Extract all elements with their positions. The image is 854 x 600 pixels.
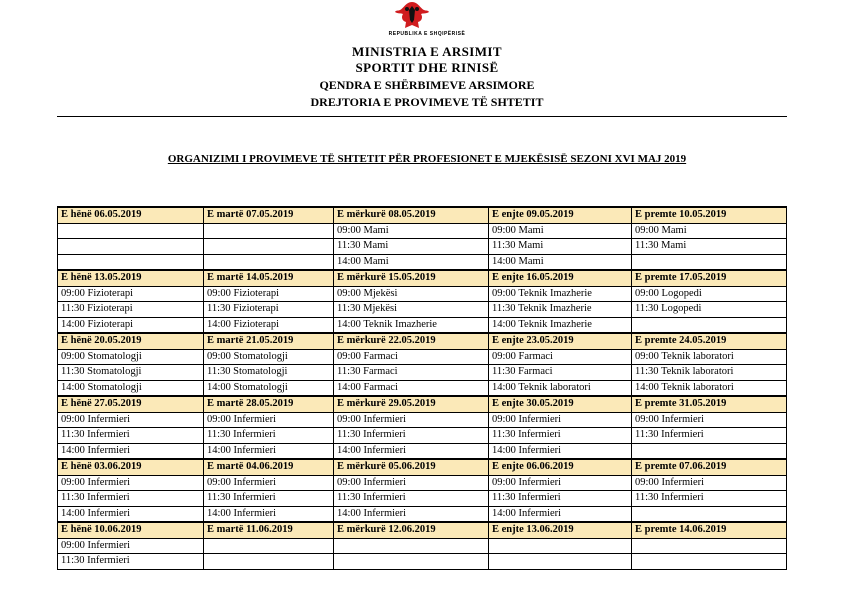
exam-slot-cell: 11:30 Infermieri (204, 491, 334, 507)
day-header-cell: E martë 11.06.2019 (204, 522, 334, 538)
letterhead (0, 0, 854, 120)
exam-slot-cell: 11:30 Teknik Imazherie (489, 302, 632, 318)
exam-slot-cell: 09:00 Teknik laboratori (632, 349, 787, 365)
directorate-name: DREJTORIA E PROVIMEVE TË SHTETIT (310, 95, 544, 109)
week-header-row (58, 270, 787, 286)
exam-slot-cell: 09:00 Stomatologji (58, 349, 204, 365)
exam-slot-cell (334, 538, 489, 554)
exam-slot-cell: 14:00 Stomatologji (58, 380, 204, 396)
week-header-row (58, 459, 787, 475)
exam-slot-cell: 09:00 Mjekësi (334, 286, 489, 302)
week-header-row (58, 396, 787, 412)
exam-slot-row (58, 286, 787, 302)
day-header-cell: E mërkurë 22.05.2019 (334, 333, 489, 349)
day-header-cell: E martë 28.05.2019 (204, 396, 334, 412)
day-header-cell: E mërkurë 05.06.2019 (334, 459, 489, 475)
exam-slot-cell: 09:00 Infermieri (632, 475, 787, 491)
exam-slot-row (58, 239, 787, 255)
exam-slot-cell (204, 239, 334, 255)
exam-slot-cell (58, 239, 204, 255)
exam-slot-cell: 09:00 Logopedi (632, 286, 787, 302)
day-header-cell: E hënë 27.05.2019 (58, 396, 204, 412)
exam-slot-cell: 09:00 Fizioterapi (204, 286, 334, 302)
exam-slot-cell: 14:00 Infermieri (334, 443, 489, 459)
exam-slot-cell: 09:00 Farmaci (489, 349, 632, 365)
day-header-cell: E enjte 16.05.2019 (489, 270, 632, 286)
exam-slot-row (58, 412, 787, 428)
day-header-cell: E enjte 30.05.2019 (489, 396, 632, 412)
exam-slot-cell (632, 554, 787, 570)
exam-slot-cell: 11:30 Infermieri (334, 491, 489, 507)
day-header-cell: E enjte 13.06.2019 (489, 522, 632, 538)
exam-slot-cell: 14:00 Teknik laboratori (489, 380, 632, 396)
exam-slot-cell: 09:00 Infermieri (632, 412, 787, 428)
exam-slot-cell: 11:30 Infermieri (58, 428, 204, 444)
day-header-cell: E martë 07.05.2019 (204, 207, 334, 223)
exam-slot-cell: 09:00 Infermieri (489, 475, 632, 491)
exam-slot-cell: 11:30 Infermieri (204, 428, 334, 444)
exam-slot-cell: 11:30 Mjekësi (334, 302, 489, 318)
exam-slot-cell: 09:00 Infermieri (58, 538, 204, 554)
day-header-cell: E premte 10.05.2019 (632, 207, 787, 223)
center-name: QENDRA E SHËRBIMEVE ARSIMORE (319, 78, 535, 92)
double-headed-eagle-emblem-icon (392, 0, 432, 30)
exam-slot-cell: 14:00 Infermieri (489, 506, 632, 522)
exam-slot-cell: 14:00 Infermieri (58, 506, 204, 522)
exam-slot-cell: 11:30 Farmaci (489, 365, 632, 381)
exam-slot-cell: 11:30 Farmaci (334, 365, 489, 381)
exam-slot-cell: 11:30 Mami (334, 239, 489, 255)
exam-slot-cell (204, 538, 334, 554)
exam-slot-cell: 09:00 Mami (334, 223, 489, 239)
exam-slot-cell (632, 254, 787, 270)
exam-slot-cell: 11:30 Teknik laboratori (632, 365, 787, 381)
exam-slot-cell: 11:30 Mami (489, 239, 632, 255)
day-header-cell: E mërkurë 15.05.2019 (334, 270, 489, 286)
exam-slot-cell (489, 554, 632, 570)
ministry-line-2: SPORTIT DHE RINISË (355, 60, 499, 75)
day-header-cell: E premte 17.05.2019 (632, 270, 787, 286)
exam-slot-cell: 11:30 Infermieri (489, 428, 632, 444)
republic-label: REPUBLIKA E SHQIPËRISË (388, 31, 466, 37)
exam-slot-row (58, 302, 787, 318)
exam-slot-cell: 09:00 Infermieri (204, 475, 334, 491)
exam-schedule-table (57, 206, 787, 570)
day-header-cell: E martë 14.05.2019 (204, 270, 334, 286)
exam-slot-cell: 14:00 Stomatologji (204, 380, 334, 396)
exam-slot-cell: 11:30 Infermieri (58, 491, 204, 507)
exam-slot-cell: 11:30 Infermieri (632, 428, 787, 444)
exam-slot-cell (204, 223, 334, 239)
exam-slot-cell: 11:30 Infermieri (632, 491, 787, 507)
exam-slot-row (58, 491, 787, 507)
exam-slot-cell (58, 223, 204, 239)
exam-slot-cell: 11:30 Mami (632, 239, 787, 255)
exam-slot-cell: 11:30 Fizioterapi (58, 302, 204, 318)
exam-slot-cell: 14:00 Teknik Imazherie (489, 317, 632, 333)
exam-slot-cell: 09:00 Infermieri (204, 412, 334, 428)
day-header-cell: E premte 14.06.2019 (632, 522, 787, 538)
exam-slot-cell: 11:30 Infermieri (334, 428, 489, 444)
exam-slot-row (58, 443, 787, 459)
exam-slot-cell: 09:00 Infermieri (58, 475, 204, 491)
day-header-cell: E martë 04.06.2019 (204, 459, 334, 475)
header-divider (57, 116, 787, 117)
day-header-cell: E premte 31.05.2019 (632, 396, 787, 412)
exam-slot-cell (489, 538, 632, 554)
exam-slot-cell: 14:00 Teknik laboratori (632, 380, 787, 396)
day-header-cell: E hënë 20.05.2019 (58, 333, 204, 349)
exam-slot-row (58, 428, 787, 444)
day-header-cell: E enjte 06.06.2019 (489, 459, 632, 475)
exam-slot-cell: 09:00 Infermieri (489, 412, 632, 428)
exam-slot-row (58, 365, 787, 381)
exam-slot-cell: 09:00 Infermieri (58, 412, 204, 428)
exam-slot-cell: 14:00 Infermieri (334, 506, 489, 522)
exam-slot-row (58, 380, 787, 396)
exam-slot-cell (632, 506, 787, 522)
exam-slot-row (58, 317, 787, 333)
exam-slot-cell: 09:00 Infermieri (334, 412, 489, 428)
exam-slot-row (58, 254, 787, 270)
exam-slot-cell: 09:00 Teknik Imazherie (489, 286, 632, 302)
day-header-cell: E hënë 03.06.2019 (58, 459, 204, 475)
day-header-cell: E hënë 13.05.2019 (58, 270, 204, 286)
day-header-cell: E mërkurë 08.05.2019 (334, 207, 489, 223)
exam-slot-cell: 09:00 Mami (489, 223, 632, 239)
exam-slot-cell: 11:30 Fizioterapi (204, 302, 334, 318)
exam-slot-cell: 09:00 Farmaci (334, 349, 489, 365)
exam-slot-cell: 09:00 Infermieri (334, 475, 489, 491)
day-header-cell: E premte 07.06.2019 (632, 459, 787, 475)
exam-slot-cell (632, 317, 787, 333)
exam-slot-cell: 11:30 Stomatologji (204, 365, 334, 381)
day-header-cell: E martë 21.05.2019 (204, 333, 334, 349)
exam-slot-cell: 14:00 Infermieri (204, 443, 334, 459)
document-title: ORGANIZIMI I PROVIMEVE TË SHTETIT PËR PROFESIONET E MJEKËSISË SEZONI XVI MAJ 2019 (167, 153, 687, 165)
exam-slot-cell: 11:30 Infermieri (58, 554, 204, 570)
day-header-cell: E enjte 23.05.2019 (489, 333, 632, 349)
exam-slot-row (58, 538, 787, 554)
exam-slot-cell: 14:00 Mami (489, 254, 632, 270)
exam-slot-cell: 11:30 Infermieri (489, 491, 632, 507)
exam-slot-cell: 14:00 Teknik Imazherie (334, 317, 489, 333)
ministry-line-1: MINISTRIA E ARSIMIT (352, 44, 502, 59)
exam-slot-cell: 14:00 Fizioterapi (204, 317, 334, 333)
exam-slot-cell: 09:00 Mami (632, 223, 787, 239)
day-header-cell: E hënë 10.06.2019 (58, 522, 204, 538)
day-header-cell: E premte 24.05.2019 (632, 333, 787, 349)
exam-slot-cell (632, 538, 787, 554)
exam-slot-row (58, 554, 787, 570)
week-header-row (58, 333, 787, 349)
exam-slot-cell: 14:00 Infermieri (489, 443, 632, 459)
exam-slot-row (58, 506, 787, 522)
exam-slot-cell (204, 254, 334, 270)
exam-slot-cell: 11:30 Logopedi (632, 302, 787, 318)
week-header-row (58, 207, 787, 223)
exam-slot-cell: 09:00 Fizioterapi (58, 286, 204, 302)
week-header-row (58, 522, 787, 538)
exam-slot-cell: 14:00 Infermieri (58, 443, 204, 459)
exam-slot-cell: 11:30 Stomatologji (58, 365, 204, 381)
exam-slot-cell: 14:00 Farmaci (334, 380, 489, 396)
exam-slot-row (58, 349, 787, 365)
day-header-cell: E mërkurë 29.05.2019 (334, 396, 489, 412)
exam-slot-cell (632, 443, 787, 459)
day-header-cell: E mërkurë 12.06.2019 (334, 522, 489, 538)
exam-slot-cell: 09:00 Stomatologji (204, 349, 334, 365)
exam-slot-cell: 14:00 Mami (334, 254, 489, 270)
exam-slot-cell (58, 254, 204, 270)
exam-slot-cell (334, 554, 489, 570)
exam-slot-cell: 14:00 Infermieri (204, 506, 334, 522)
exam-slot-row (58, 475, 787, 491)
day-header-cell: E hënë 06.05.2019 (58, 207, 204, 223)
exam-slot-cell: 14:00 Fizioterapi (58, 317, 204, 333)
exam-slot-cell (204, 554, 334, 570)
exam-slot-row (58, 223, 787, 239)
day-header-cell: E enjte 09.05.2019 (489, 207, 632, 223)
